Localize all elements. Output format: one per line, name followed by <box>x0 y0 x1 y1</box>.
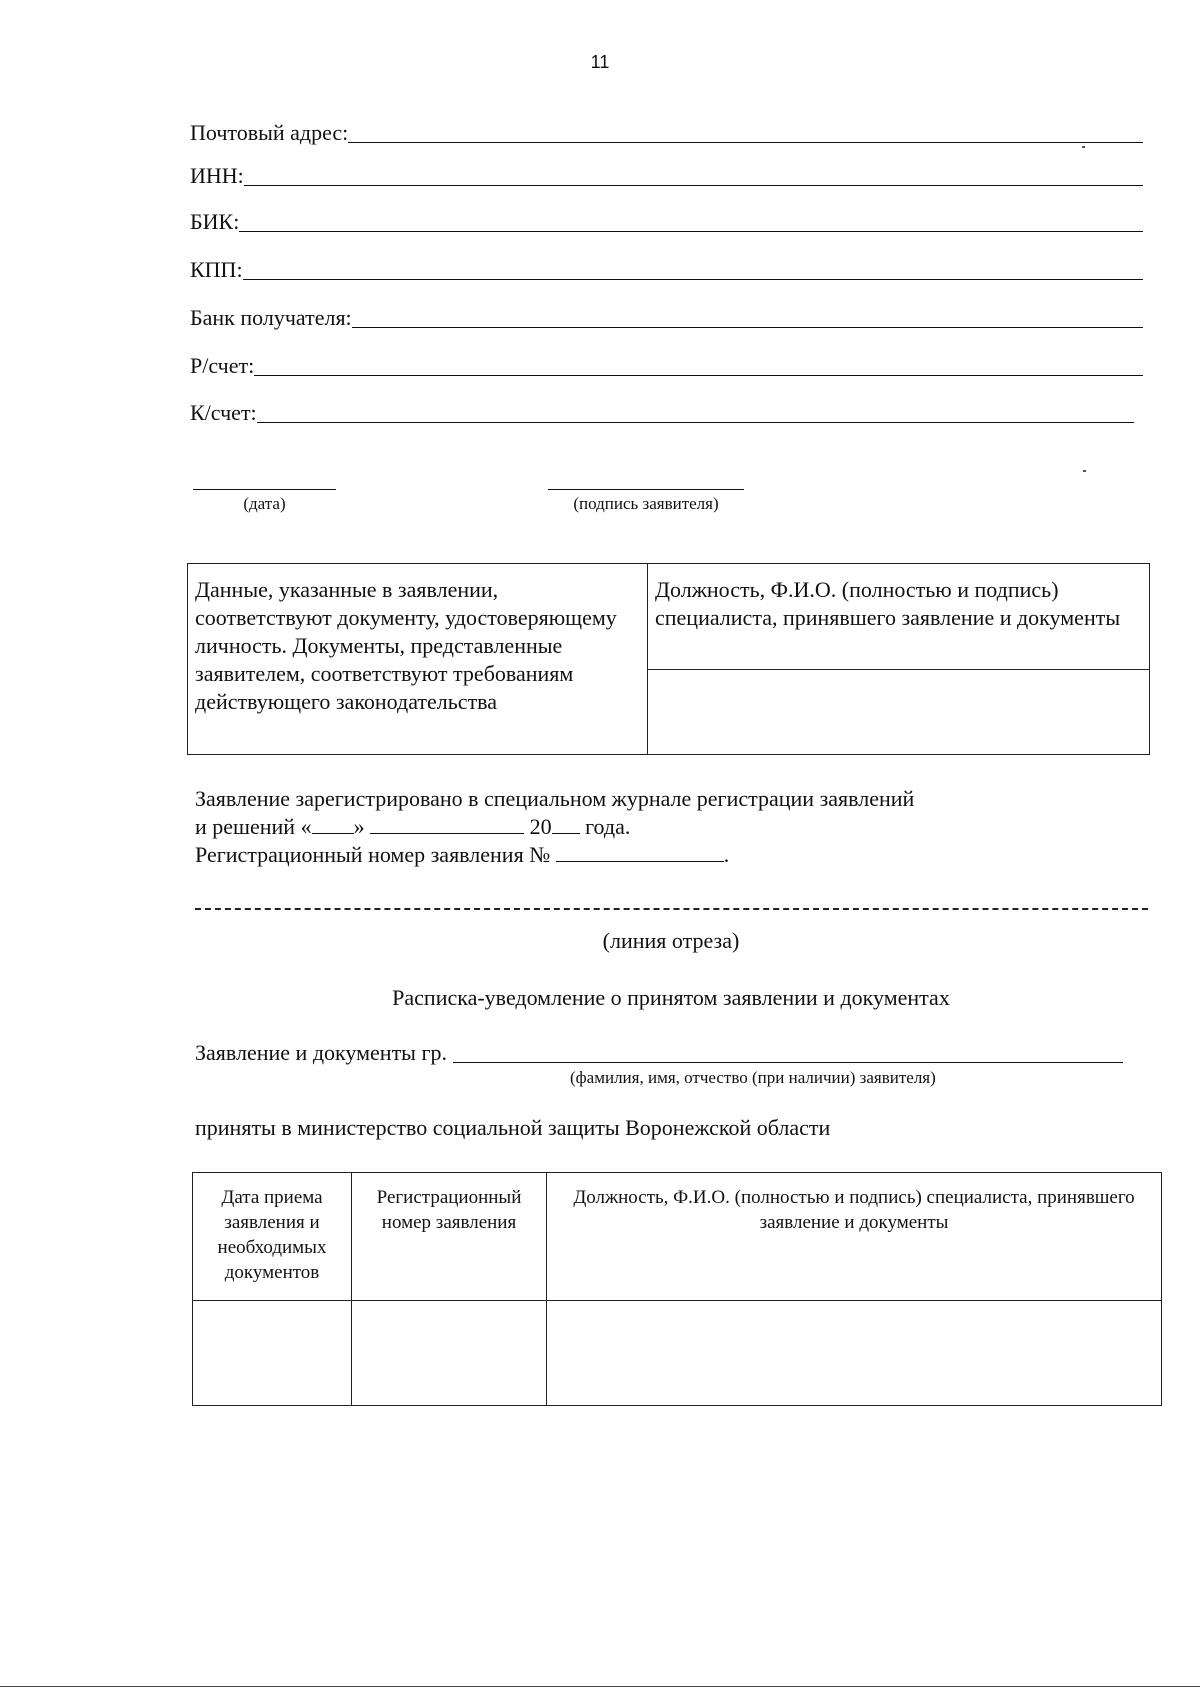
kpp-label: КПП: <box>190 257 243 282</box>
cut-line <box>195 908 1148 910</box>
day-blank[interactable] <box>312 813 354 834</box>
date-caption: (дата) <box>243 494 286 513</box>
receipt-table <box>192 1172 1162 1406</box>
postal-address-line[interactable] <box>348 142 1143 143</box>
scan-speck <box>1083 470 1086 472</box>
bik-line[interactable] <box>239 231 1143 232</box>
inn-line[interactable] <box>244 185 1143 186</box>
registration-block <box>195 785 914 869</box>
recipient-bank-label: Банк получателя: <box>190 305 352 330</box>
inn-field[interactable] <box>190 158 1143 188</box>
registration-line-1: Заявление зарегистрировано в специальном журнале регистрации заявлений <box>195 786 915 811</box>
applicant-signature-caption: (подпись заявителя) <box>573 494 719 513</box>
registration-line-3 <box>195 841 914 869</box>
registration-line-2-prefix: и решений « <box>195 814 312 839</box>
specialist-header: Должность, Ф.И.О. (полностью и подпись) специалиста, принявшего заявление и документы <box>648 564 1150 670</box>
postal-address-field[interactable] <box>190 115 1143 145</box>
correspondent-account-label: К/счет: <box>190 400 257 425</box>
kpp-line[interactable] <box>243 279 1143 280</box>
month-blank[interactable] <box>370 813 524 834</box>
specialist-signature-cell[interactable] <box>648 670 1150 755</box>
verification-table <box>187 563 1150 755</box>
postal-address-label: Почтовый адрес: <box>190 120 349 145</box>
receipt-title: Расписка-уведомление о принятом заявлении и документах <box>392 985 950 1010</box>
inn-label: ИНН: <box>190 163 244 188</box>
settlement-account-label: Р/счет: <box>190 353 255 378</box>
applicant-name-caption: (фамилия, имя, отчество (при наличии) заявителя) <box>570 1068 936 1087</box>
registration-line-3-suffix: . <box>723 842 730 867</box>
receipt-header-reg-number: Регистрационный номер заявления <box>352 1173 547 1301</box>
correspondent-account-field[interactable] <box>190 395 1134 425</box>
applicant-prefix: Заявление и документы гр. <box>195 1040 447 1065</box>
receipt-header-specialist: Должность, Ф.И.О. (полностью и подпись) специалиста, принявшего заявление и документы <box>547 1173 1162 1301</box>
receipt-cell-specialist[interactable] <box>547 1301 1162 1406</box>
recipient-bank-field[interactable] <box>190 300 1143 330</box>
kpp-field[interactable] <box>190 252 1143 282</box>
cut-caption: (линия отреза) <box>602 928 740 953</box>
receipt-header-date: Дата приема заявления и необходимых документов <box>193 1173 352 1301</box>
registration-line-2 <box>195 813 914 841</box>
bik-label: БИК: <box>190 209 240 234</box>
accepted-by-text: приняты в министерство социальной защиты Воронежской области <box>195 1115 831 1140</box>
date-line[interactable] <box>193 489 336 490</box>
bik-field[interactable] <box>190 204 1143 234</box>
registration-line-2-suffix: года. <box>579 814 631 839</box>
registration-year-prefix: 20 <box>529 814 552 839</box>
page-number: 11 <box>590 52 610 72</box>
registration-number-label: Регистрационный номер заявления № <box>195 842 551 867</box>
settlement-account-field[interactable] <box>190 348 1143 378</box>
scan-speck <box>1082 146 1085 148</box>
registration-number-blank[interactable] <box>556 841 724 862</box>
applicant-name-field[interactable] <box>195 1040 1123 1066</box>
year-blank[interactable] <box>552 813 580 834</box>
receipt-cell-date[interactable] <box>193 1301 352 1406</box>
applicant-name-line[interactable] <box>453 1062 1123 1063</box>
settlement-account-line[interactable] <box>254 375 1143 376</box>
page-bottom-edge <box>0 1686 1200 1687</box>
applicant-signature-line[interactable] <box>548 489 744 490</box>
registration-quote-close: » <box>353 814 365 839</box>
recipient-bank-line[interactable] <box>352 327 1143 328</box>
correspondent-account-line[interactable] <box>257 422 1134 423</box>
receipt-cell-reg-number[interactable] <box>352 1301 547 1406</box>
verification-statement: Данные, указанные в заявлении, соответствуют документу, удостоверяющему личность. Документы, представленные заявителем, соответствуют требованиям действующего законодательства <box>188 564 648 755</box>
